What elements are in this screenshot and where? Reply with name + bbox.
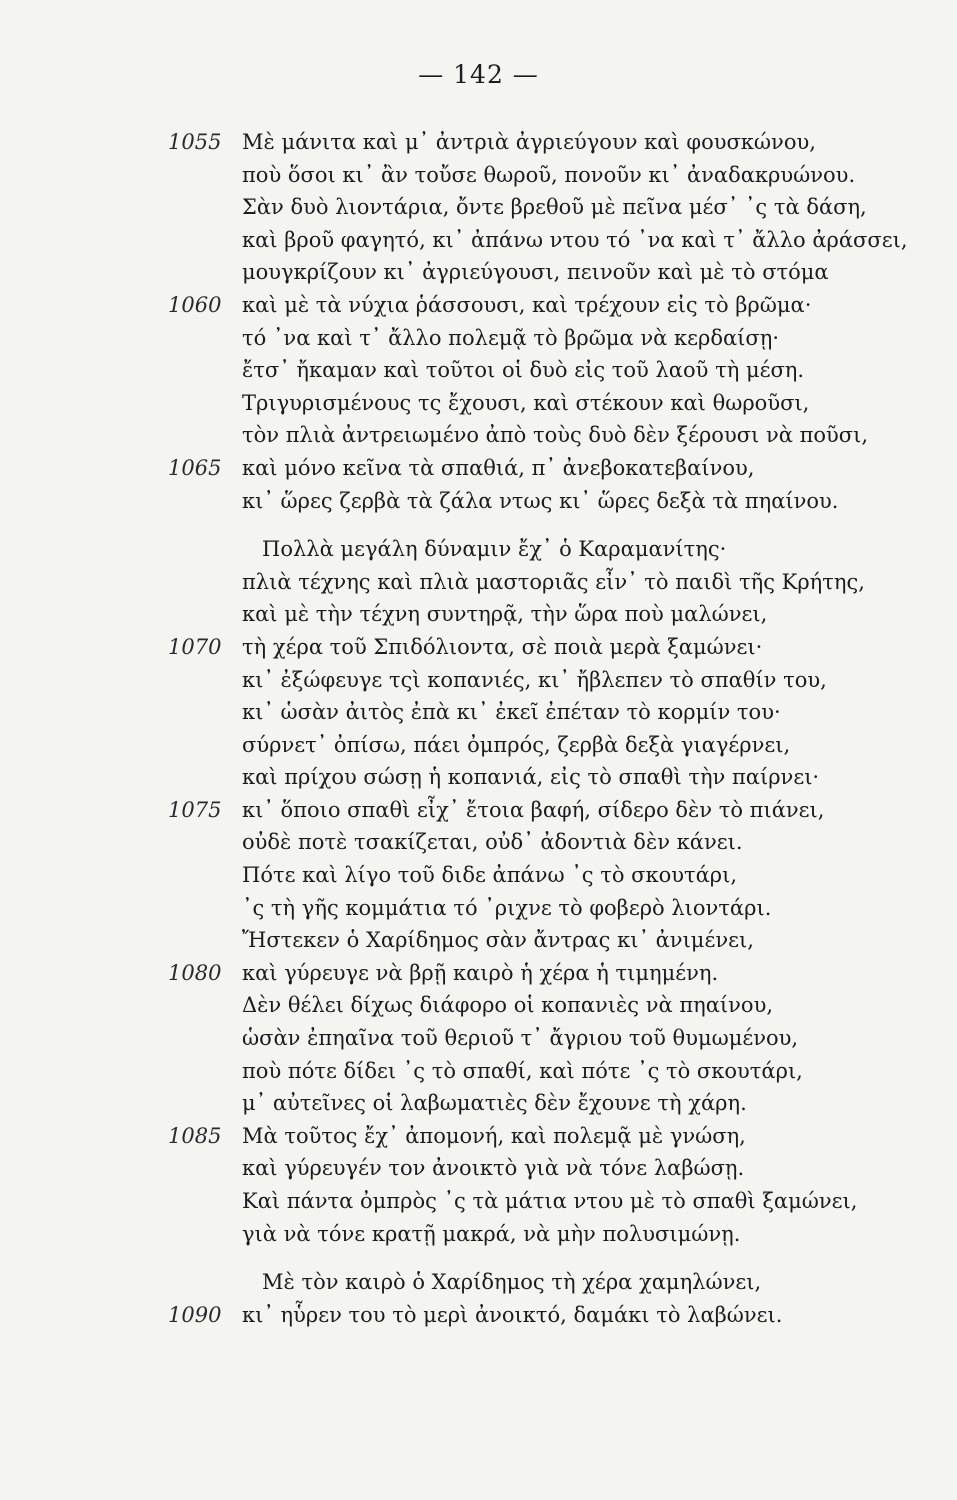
verse-text: Σὰν δυὸ λιοντάρια, ὄντε βρεθοῦ μὲ πεῖνα μέσ᾽ ᾽ς τὰ δάση,	[242, 195, 867, 220]
verse-text: σύρνετ᾽ ὀπίσω, πάει ὀμπρός, ζερβὰ δεξὰ γιαγέρνει,	[242, 732, 791, 757]
verse-number: 1070	[168, 634, 222, 659]
verse-number: 1090	[168, 1302, 222, 1327]
stanza	[0, 533, 957, 1250]
verse-text: Μὲ τὸν καιρὸ ὁ Χαρίδημος τὴ χέρα χαμηλώνει,	[262, 1270, 762, 1295]
verse-text: Μὰ τοῦτος ἔχ᾽ ἀπομονή, καὶ πολεμᾷ μὲ γνώση,	[242, 1123, 746, 1148]
verse-text: ποὺ ὅσοι κι᾽ ἂν τοὔσε θωροῦ, πονοῦν κι᾽ ἀναδακρυώνου.	[242, 162, 856, 187]
verse-number: 1075	[168, 797, 222, 822]
verse-line	[0, 892, 957, 925]
verse-text: οὐδὲ ποτὲ τσακίζεται, οὐδ᾽ ἀδοντιὰ δὲν κάνει.	[242, 830, 743, 855]
verse-text: καὶ γύρευγέν τον ἀνοικτὸ γιὰ νὰ τόνε λαβώσῃ.	[242, 1156, 745, 1181]
verse-number: 1060	[168, 292, 222, 317]
verse-text: καὶ πρίχου σώσῃ ἡ κοπανιά, εἰς τὸ σπαθὶ τὴν παίρνει·	[242, 765, 820, 790]
stanza	[0, 126, 957, 517]
verse-text: Τριγυρισμένους τς ἔχουσι, καὶ στέκουν καὶ θωροῦσι,	[242, 390, 810, 415]
verse-line	[0, 1087, 957, 1120]
verse-text: καὶ μὲ τὰ νύχια ῥάσσουσι, καὶ τρέχουν εἰς τὸ βρῶμα·	[242, 292, 812, 317]
verse-line	[0, 1120, 957, 1153]
verse-line	[0, 1299, 957, 1332]
verse-line	[0, 533, 957, 566]
verse-line	[0, 224, 957, 257]
verse-line	[0, 1185, 957, 1218]
verse-line	[0, 664, 957, 697]
verse-line	[0, 1266, 957, 1299]
verse-text: τό ᾽να καὶ τ᾽ ἄλλο πολεμᾷ τὸ βρῶμα νὰ κερδαίσῃ·	[242, 325, 779, 350]
verse-line	[0, 924, 957, 957]
verse-line	[0, 322, 957, 355]
verse-text: ἔτσ᾽ ἤκαμαν καὶ τοῦτοι οἱ δυὸ εἰς τοῦ λαοῦ τὴ μέση.	[242, 358, 805, 383]
verse-line	[0, 1055, 957, 1088]
verse-text: μ᾽ αὐτεῖνες οἱ λαβωματιὲς δὲν ἔχουνε τὴ χάρη.	[242, 1091, 747, 1116]
verse-line	[0, 387, 957, 420]
verse-text: Δὲν θέλει δίχως διάφορο οἱ κοπανιὲς νὰ πηαίνου,	[242, 993, 774, 1018]
verse-line	[0, 1152, 957, 1185]
verse-line	[0, 256, 957, 289]
verse-text: τὸν πλιὰ ἀντρειωμένο ἀπὸ τοὺς δυὸ δὲν ξέρουσι νὰ ποῦσι,	[242, 423, 869, 448]
verse-line	[0, 126, 957, 159]
verse-line	[0, 794, 957, 827]
verse-line	[0, 598, 957, 631]
verse-text: Καὶ πάντα ὀμπρὸς ᾽ς τὰ μάτια ντου μὲ τὸ σπαθὶ ξαμώνει,	[242, 1189, 858, 1213]
verse-text: τὴ χέρα τοῦ Σπιδόλιοντα, σὲ ποιὰ μερὰ ξαμώνει·	[242, 634, 763, 659]
verse-line	[0, 159, 957, 192]
verse-line	[0, 191, 957, 224]
verse-line	[0, 729, 957, 762]
verse-text: κι᾽ ὡσὰν ἀιτὸς ἐπὰ κι᾽ ἐκεῖ ἐπέταν τὸ κορμίν του·	[242, 700, 781, 725]
verse-line	[0, 957, 957, 990]
verse-text: Πολλὰ μεγάλη δύναμιν ἔχ᾽ ὁ Καραμανίτης·	[262, 537, 727, 562]
verse-text: κι᾽ ἐξώφευγε τςὶ κοπανιές, κι᾽ ἤβλεπεν τὸ σπαθίν του,	[242, 667, 827, 692]
verse-text: Μὲ μάνιτα καὶ μ᾽ ἀντριὰ ἀγριεύγουν καὶ φουσκώνου,	[242, 130, 816, 154]
verse-text: κι᾽ ηὗρεν του τὸ μερὶ ἀνοικτό, δαμάκι τὸ λαβώνει.	[242, 1302, 783, 1327]
verse-text: καὶ μὲ τὴν τέχνη συντηρᾷ, τὴν ὥρα ποὺ μαλώνει,	[242, 602, 768, 627]
verse-line	[0, 485, 957, 518]
verse-line	[0, 566, 957, 599]
verse-text: καὶ γύρευγε νὰ βρῇ καιρὸ ἡ χέρα ἡ τιμημένη.	[242, 960, 719, 985]
verse-text: μουγκρίζουν κι᾽ ἀγριεύγουσι, πεινοῦν καὶ μὲ τὸ στόμα	[242, 260, 829, 285]
verse-line	[0, 419, 957, 452]
verse-line	[0, 696, 957, 729]
verse-line	[0, 1218, 957, 1251]
verse-text: κι᾽ ὅποιο σπαθὶ εἶχ᾽ ἔτοια βαφή, σίδερο δὲν τὸ πιάνει,	[242, 797, 825, 822]
verse-line	[0, 989, 957, 1022]
verse-text: κι᾽ ὥρες ζερβὰ τὰ ζάλα ντως κι᾽ ὥρες δεξὰ τὰ πηαίνου.	[242, 488, 839, 513]
verse-text: Πότε καὶ λίγο τοῦ διδε ἀπάνω ᾽ς τὸ σκουτάρι,	[242, 863, 738, 888]
poem-text	[0, 126, 957, 1331]
verse-text: ὡσὰν ἐπηαῖνα τοῦ θεριοῦ τ᾽ ἄγριου τοῦ θυμωμένου,	[242, 1026, 799, 1051]
stanza	[0, 1266, 957, 1331]
verse-text: καὶ μόνο κεῖνα τὰ σπαθιά, π᾽ ἀνεβοκατεβαίνου,	[242, 455, 755, 480]
verse-text: γιὰ νὰ τόνε κρατῇ μακρά, νὰ μὴν πολυσιμώνῃ.	[242, 1221, 741, 1246]
verse-text: ποὺ πότε δίδει ᾽ς τὸ σπαθί, καὶ πότε ᾽ς τὸ σκουτάρι,	[242, 1058, 803, 1083]
verse-line	[0, 859, 957, 892]
page-number: — 142 —	[418, 60, 539, 89]
verse-line	[0, 761, 957, 794]
verse-line	[0, 452, 957, 485]
verse-text: ᾽ς τὴ γῆς κομμάτια τό ᾽ριχνε τὸ φοβερὸ λιοντάρι.	[242, 895, 772, 920]
verse-text: πλιὰ τέχνης καὶ πλιὰ μαστοριᾶς εἶν᾽ τὸ παιδὶ τῆς Κρήτης,	[242, 569, 865, 594]
verse-line	[0, 354, 957, 387]
verse-line	[0, 826, 957, 859]
verse-text: καὶ βροῦ φαγητό, κι᾽ ἀπάνω ντου τό ᾽να καὶ τ᾽ ἄλλο ἀράσσει,	[242, 227, 908, 252]
verse-number: 1080	[168, 960, 222, 985]
verse-text: Ἤστεκεν ὁ Χαρίδημος σὰν ἄντρας κι᾽ ἀνιμένει,	[242, 928, 754, 953]
verse-line	[0, 1022, 957, 1055]
verse-number: 1055	[168, 130, 222, 154]
verse-line	[0, 289, 957, 322]
verse-number: 1085	[168, 1123, 222, 1148]
verse-line	[0, 631, 957, 664]
verse-number: 1065	[168, 455, 222, 480]
